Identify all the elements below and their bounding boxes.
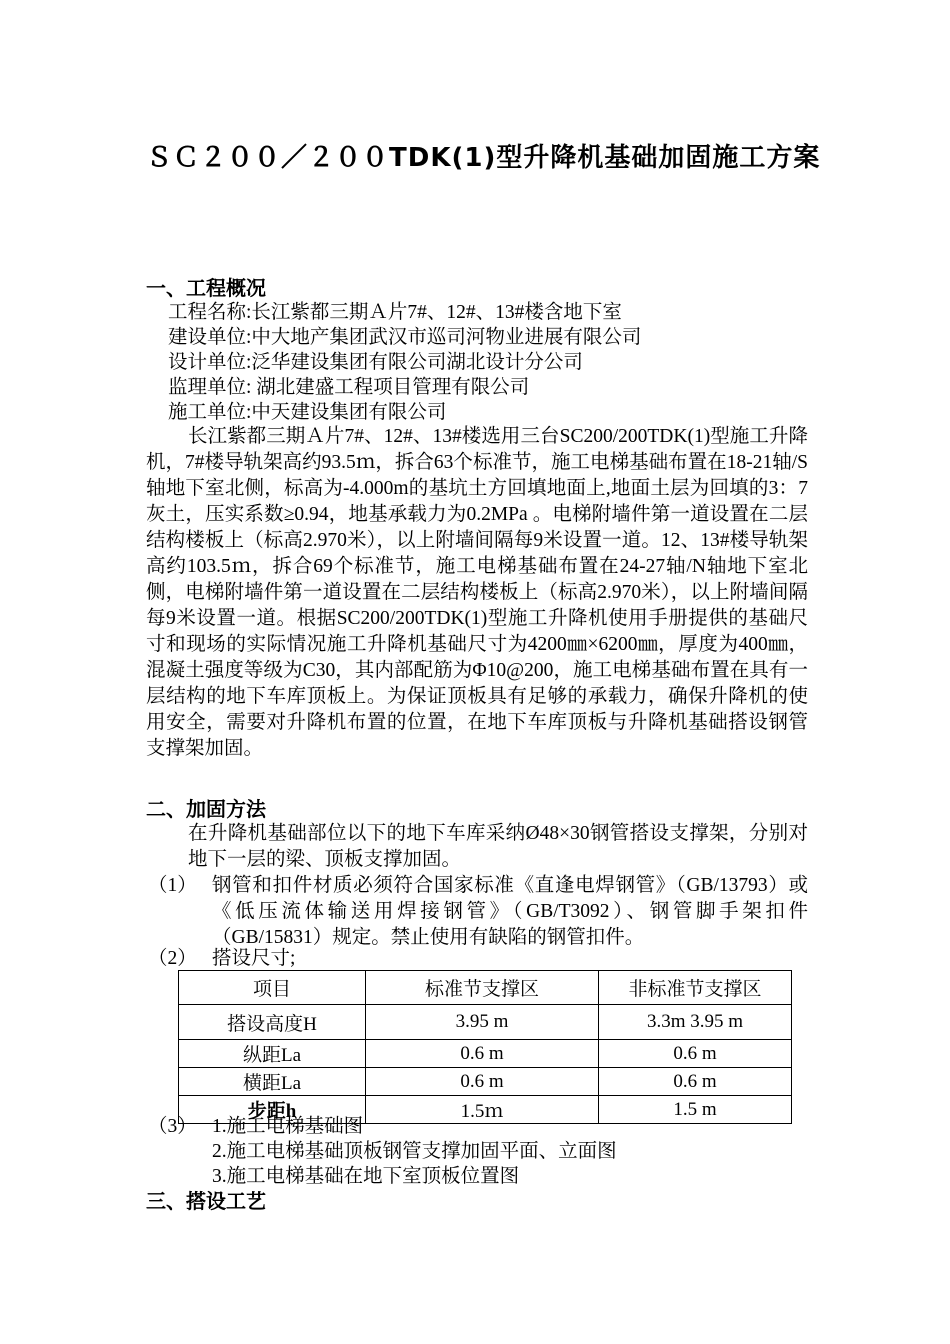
table-cell: 3.3m 3.95 m	[599, 1005, 792, 1040]
table-cell: 0.6 m	[366, 1040, 599, 1068]
table-header-cell: 项目	[179, 971, 366, 1005]
developer-line: 建设单位:中大地产集团武汉市巡司河物业进展有限公司	[168, 327, 642, 348]
table-cell: 搭设高度H	[179, 1005, 366, 1040]
drawing-list-item: 3.施工电梯基础在地下室顶板位置图	[212, 1166, 520, 1187]
table-header-row	[179, 971, 792, 1005]
table-cell: 横距La	[179, 1068, 366, 1096]
method-intro: 在升降机基础部位以下的地下车库采纳Ø48×30钢管搭设支撑架，分别对地下一层的梁、顶板支撑加固。	[188, 823, 808, 870]
table-cell: 0.6 m	[599, 1068, 792, 1096]
drawing-list-item: 1.施工电梯基础图	[212, 1116, 364, 1137]
table-cell: 0.6 m	[599, 1040, 792, 1068]
overview-paragraph: 长江紫都三期Ａ片7#、12#、13#楼选用三台SC200/200TDK(1)型施工升降机，7#楼导轨架高约93.5ｍ，拆合63个标准节，施工电梯基础布置在18-21轴/S轴地下室北侧，标高为-4.000m的基坑土方回填地面上,地面土层为回填的3：7灰土，压实系数≥0.94，地基承载力为0.2MPa 。电梯附墙件第一道设置在二层结构楼板上（标高2.970米），以上附墙间隔每9米设置一道。12、13#楼导轨架高约103.5ｍ，拆合69个标准节，施工电梯基础布置在24-27轴/N轴地下室北侧，电梯附墙件第一道设置在二层结构楼板上（标高2.970米），以上附墙间隔每9米设置一道。根据SC200/200TDK(1)型施工升降机使用手册提供的基础尺寸和现场的实际情况施工升降机基础尺寸为4200㎜×6200㎜，厚度为400㎜，混凝土强度等级为C30，其内部配筋为Φ10@200，施工电梯基础布置在具有一层结构的地下车库顶板上。为保证顶板具有足够的承载力，确保升降机的使用安全，需要对升降机布置的位置，在地下车库顶板与升降机基础搭设钢管支撑架加固。	[146, 426, 808, 759]
table-cell: 步距h	[179, 1096, 366, 1124]
drawing-list-item: 2.施工电梯基础顶板钢管支撑加固平面、立面图	[212, 1141, 617, 1162]
table-cell: 0.6 m	[366, 1068, 599, 1096]
designer-line: 设计单位:泛华建设集团有限公司湖北设计分公司	[168, 352, 583, 373]
project-name-line: 工程名称:长江紫都三期Ａ片7#、12#、13#楼含地下室	[168, 302, 622, 323]
table-row	[179, 1040, 792, 1068]
item-3-number: （3）	[148, 1116, 197, 1137]
document-title: ＳＣ２００／２００TDK(1)型升降机基础加固施工方案	[146, 143, 821, 173]
table-cell: 1.5 m	[599, 1096, 792, 1124]
table-row	[179, 1068, 792, 1096]
table-header-cell: 非标准节支撑区	[599, 971, 792, 1005]
section-heading-overview: 一、工程概况	[146, 276, 266, 300]
table-cell: 3.95 m	[366, 1005, 599, 1040]
table-row	[179, 1005, 792, 1040]
supervisor-line: 监理单位: 湖北建盛工程项目管理有限公司	[168, 377, 530, 398]
item-2-number: （2）	[148, 948, 197, 969]
table-cell: 1.5ｍ	[366, 1096, 599, 1124]
item-1-text: 钢管和扣件材质必须符合国家标准《直逢电焊钢管》（GB/13793）或《低压流体输送用焊接钢管》（GB/T3092）、钢管脚手架扣件（GB/15831）规定。禁止使用有缺陷的钢管扣件。	[212, 875, 808, 948]
item-2-text: 搭设尺寸;	[212, 948, 296, 969]
section-heading-process: 三、搭设工艺	[146, 1189, 266, 1213]
table-cell: 纵距La	[179, 1040, 366, 1068]
table-header-cell: 标准节支撑区	[366, 971, 599, 1005]
dimension-table	[178, 970, 792, 1124]
item-1-number: （1）	[148, 875, 197, 896]
section-heading-method: 二、加固方法	[146, 797, 266, 821]
contractor-line: 施工单位:中天建设集团有限公司	[168, 402, 447, 423]
